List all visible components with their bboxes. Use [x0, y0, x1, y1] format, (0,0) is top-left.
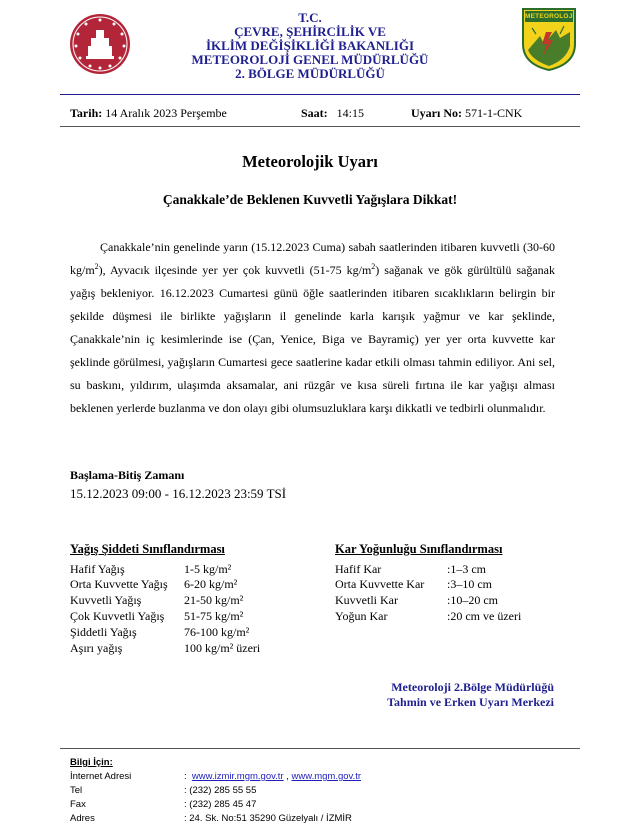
- rain-class-value: 51-75 kg/m²: [184, 609, 244, 623]
- date-value: 14 Aralık 2023 Perşembe: [105, 106, 227, 120]
- footer-row-fax: [70, 798, 570, 812]
- snow-class-name: Orta Kuvvette Kar: [335, 577, 425, 591]
- snow-class-name: Yoğun Kar: [335, 609, 388, 623]
- snow-table: [335, 562, 565, 632]
- header-line-4: METEOROLOJİ GENEL MÜDÜRLÜĞÜ: [191, 52, 429, 67]
- time-field: [301, 106, 364, 121]
- timing-value: 15.12.2023 09:00 - 16.12.2023 23:59 TSİ: [70, 486, 287, 501]
- warning-value: 571-1-CNK: [465, 106, 523, 120]
- snow-class-value: :3–10 cm: [447, 577, 492, 591]
- rain-class-value: 76-100 kg/m²: [184, 625, 250, 639]
- meteorology-logo: [520, 6, 578, 72]
- footer-label-fax: Fax: [70, 799, 86, 810]
- footer-value-fax: : (232) 285 45 47: [184, 799, 257, 810]
- rain-table: [70, 562, 310, 662]
- snow-class-value: :20 cm ve üzeri: [447, 609, 522, 623]
- footer-value-address: : 24. Sk. No:51 35290 Güzelyalı / İZMİR: [184, 813, 352, 824]
- body-part-1: Çanakkale’nin genelinde yarın (15.12.2023 Cuma) sabah saatlerinden itibaren kuvvetli (30-60 kg/m: [70, 240, 555, 277]
- ministry-logo: [68, 12, 132, 76]
- date-field: [70, 106, 227, 121]
- time-value: 14:15: [336, 106, 365, 120]
- link-izmir-mgm[interactable]: www.izmir.mgm.gov.tr: [191, 771, 284, 782]
- warning-label: Uyarı No:: [411, 106, 462, 120]
- footer-value-tel: : (232) 285 55 55: [184, 785, 257, 796]
- header-line-3: İKLİM DEĞİŞİKLİĞİ BAKANLIĞI: [205, 38, 415, 53]
- warning-body: [70, 236, 555, 420]
- rain-class-name: Şiddetli Yağış: [70, 625, 137, 639]
- rain-class-value: 21-50 kg/m²: [184, 593, 244, 607]
- footer-row-web: [70, 770, 570, 784]
- meteorology-logo-text: METEOROLOJİ: [525, 13, 575, 20]
- rain-class-name: Orta Kuvvette Yağış: [70, 577, 168, 591]
- signature-line-2: Tahmin ve Erken Uyarı Merkezi: [387, 695, 554, 709]
- warning-number-field: [411, 106, 522, 121]
- rain-class-name: Kuvvetli Yağış: [70, 593, 142, 607]
- footer-row-tel: [70, 784, 570, 798]
- snow-class-value: :1–3 cm: [447, 562, 486, 576]
- signature-block: [387, 680, 554, 710]
- footer-info: [70, 756, 570, 824]
- meta-divider: [60, 126, 580, 127]
- footer-colon-web: :: [184, 771, 187, 782]
- snow-class-name: Hafif Kar: [335, 562, 382, 576]
- date-label: Tarih:: [70, 106, 103, 120]
- unit-superscript-1: 2: [94, 262, 99, 271]
- snow-table-title: Kar Yoğunluğu Sınıflandırması: [335, 542, 503, 556]
- rain-class-value: 100 kg/m² üzeri: [184, 641, 261, 655]
- page-title: Meteorolojik Uyarı: [242, 152, 378, 171]
- header-line-1: T.C.: [298, 10, 322, 25]
- header-divider: [60, 94, 580, 95]
- rain-class-value: 6-20 kg/m²: [184, 577, 238, 591]
- rain-class-name: Aşırı yağış: [70, 641, 123, 655]
- snow-class-name: Kuvvetli Kar: [335, 593, 398, 607]
- page-subtitle: Çanakkale’de Beklenen Kuvvetli Yağışlara Dikkat!: [162, 192, 458, 207]
- timing-label: Başlama-Bitiş Zamanı: [70, 468, 185, 482]
- rain-class-value: 1-5 kg/m²: [184, 562, 232, 576]
- snow-class-value: :10–20 cm: [447, 593, 498, 607]
- rain-class-name: Çok Kuvvetli Yağış: [70, 609, 165, 623]
- footer-row-address: [70, 812, 570, 826]
- footer-label-tel: Tel: [70, 785, 83, 796]
- link-mgm[interactable]: www.mgm.gov.tr: [291, 771, 362, 782]
- time-label: Saat:: [301, 106, 328, 120]
- rain-class-name: Hafif Yağış: [70, 562, 125, 576]
- footer-label-web: İnternet Adresi: [70, 771, 132, 782]
- footer-label-address: Adres: [70, 813, 95, 824]
- footer-link-separator: ,: [283, 771, 292, 782]
- body-part-2: ), Ayvacık ilçesinde yer yer çok kuvvetli (51-75 kg/m: [98, 263, 372, 277]
- unit-superscript-2: 2: [371, 262, 376, 271]
- header-line-5: 2. BÖLGE MÜDÜRLÜĞÜ: [235, 66, 385, 81]
- footer-title: Bilgi İçin:: [70, 757, 113, 768]
- signature-line-1: Meteoroloji 2.Bölge Müdürlüğü: [391, 680, 554, 694]
- rain-table-title: Yağış Şiddeti Sınıflandırması: [70, 542, 225, 556]
- footer-divider: [60, 748, 580, 749]
- header-line-2: ÇEVRE, ŞEHİRCİLİK VE: [234, 24, 386, 39]
- body-part-3: ) sağanak ve gök gürültülü sağanak yağış bekleniyor. 16.12.2023 Cumartesi günü öğle saatlerinden itibaren sıcaklıkların belirgin bir şekilde düşmesi ile birlikte yağışların il genelinde karla karışık yağmur ve kar şeklinde, Çanakkale’nin iç kesimlerinde ise (Çan, Yenice, Biga ve Bayramiç) yer yer orta kuvvette kar şeklinde görülmesi, yağışların Cumartesi gece saatlerine kadar etkili olması tahmin ediliyor. Ani sel, su baskını, yıldırım, ulaşımda aksamalar, ani rüzgâr ve kısa süreli fırtına ile kar yağışı alması beklenen yerlerde buzlanma ve don olayı gibi olumsuzluklara karşı dikkatli ve tedbirli olunmalıdır.: [70, 263, 555, 415]
